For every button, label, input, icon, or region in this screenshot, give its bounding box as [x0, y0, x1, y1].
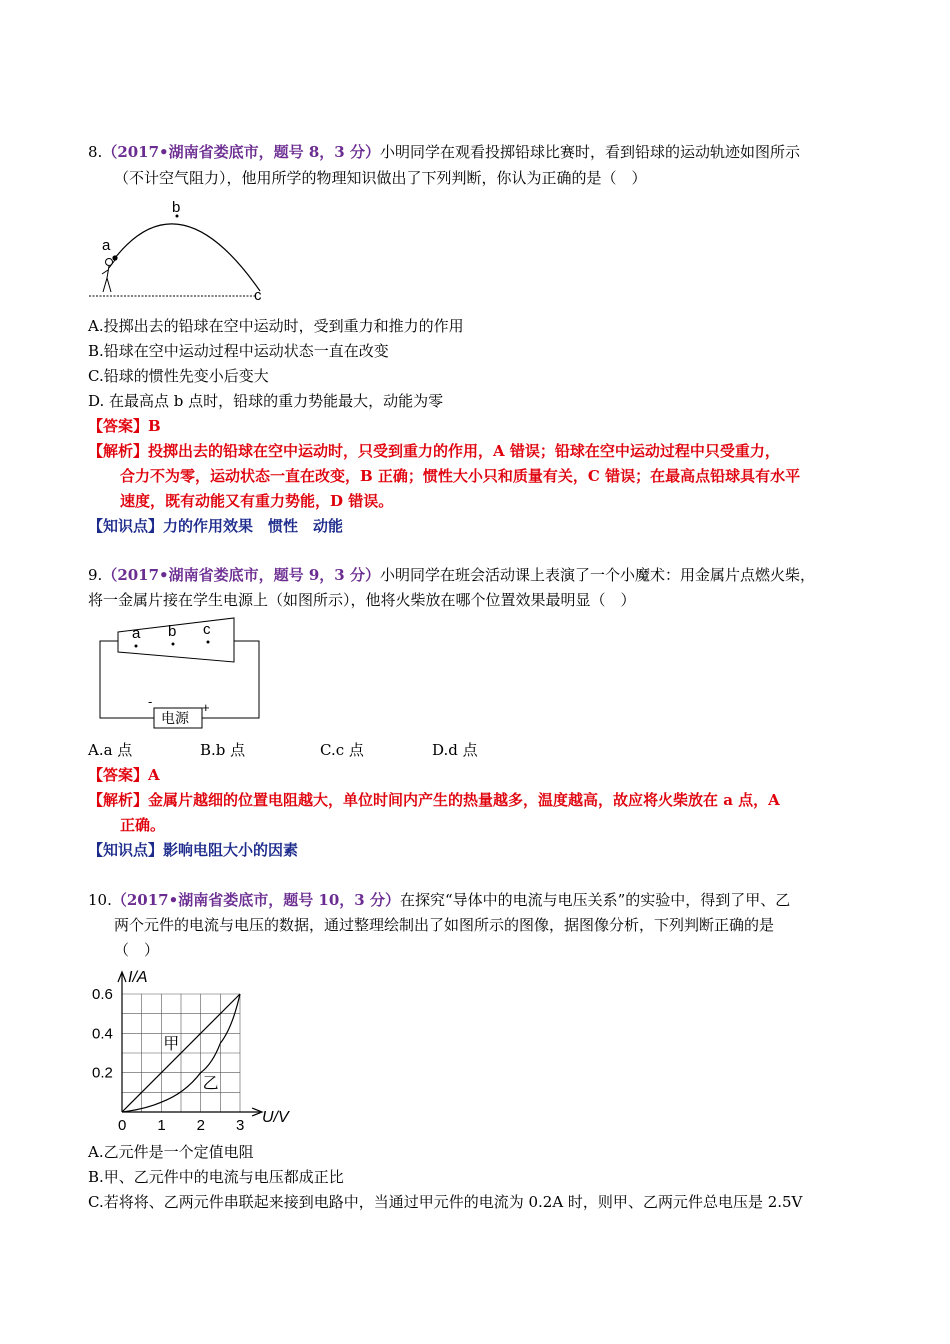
- q9-analysis-line1: [88, 790, 780, 810]
- trajectory-curve: [115, 224, 260, 291]
- q9-analysis-line2: 正确。: [120, 816, 166, 834]
- q8-stem-line2: （不计空气阻力），他用所学的物理知识做出了下列判断，你认为正确的是（ ）: [114, 169, 647, 187]
- q8-label-b: b: [172, 199, 181, 216]
- q8-analysis-line2: 合力不为零，运动状态一直在改变，B 正确；惯性大小只和质量有关，C 错误；在最高点铅球具有水平: [120, 467, 801, 485]
- y-tick-label: 0.2: [92, 1064, 113, 1082]
- q9-label-c: c: [203, 621, 211, 638]
- q10-iv-chart: [88, 966, 308, 1138]
- q9-knowledge: [88, 840, 298, 860]
- q9-number: 9.: [88, 566, 103, 584]
- q9-label-power: 电源: [161, 710, 189, 726]
- q9-knowledge-text: 影响电阻大小的因素: [163, 841, 299, 859]
- q8-trajectory-figure: [85, 196, 275, 304]
- q9-analysis-text1: 金属片越细的位置电阻越大，单位时间内产生的热量越多，温度越高，故应将火柴放在 a 点，A: [148, 791, 780, 809]
- x-tick-label: 0: [118, 1117, 127, 1134]
- q8-number: 8.: [88, 143, 103, 161]
- q9-stem-line2: 将一金属片接在学生电源上（如图所示），他将火柴放在哪个位置效果最明显（ ）: [88, 591, 636, 609]
- q10-option-b: B.甲、乙元件中的电流与电压都成正比: [88, 1168, 344, 1186]
- q9-option-d: D.d 点: [432, 741, 478, 759]
- q9-label-a: a: [132, 625, 141, 642]
- q8-option-a: A.投掷出去的铅球在空中运动时，受到重力和推力的作用: [88, 317, 464, 335]
- q10-number: 10.: [88, 891, 112, 909]
- q8-stem-line1: [88, 142, 800, 162]
- q9-analysis-label: 【解析】: [88, 791, 149, 809]
- q9-label-minus: -: [148, 694, 153, 709]
- q8-knowledge-text: 力的作用效果 惯性 动能: [163, 517, 344, 535]
- q9-answer-value: A: [148, 766, 160, 784]
- chart-labels: [128, 969, 290, 1126]
- y-tick-label: 0.4: [92, 1025, 113, 1043]
- q9-answer-label: 【答案】: [88, 766, 149, 784]
- q8-source: （2017•湖南省娄底市，题号 8，3 分）: [102, 143, 380, 161]
- q9-option-a: A.a 点: [88, 741, 133, 759]
- q8-option-b: B.铅球在空中运动过程中运动状态一直在改变: [88, 342, 389, 360]
- x-axis-label: U/V: [262, 1109, 289, 1126]
- q9-stem-text: 小明同学在班会活动课上表演了一个小魔术：用金属片点燃火柴，: [379, 566, 815, 584]
- q9-option-b: B.b 点: [200, 741, 246, 759]
- q8-answer-value: B: [148, 417, 161, 435]
- q9-option-c: C.c 点: [320, 741, 364, 759]
- q8-stem-text: 小明同学在观看投掷铅球比赛时，看到铅球的运动轨迹如图所示: [379, 143, 800, 161]
- q9-answer: [88, 765, 160, 785]
- q10-option-c: C.若将将、乙两元件串联起来接到电路中，当通过甲元件的电流为 0.2A 时，则甲、乙两元件总电压是 2.5V: [88, 1193, 803, 1211]
- q9-label-plus: +: [202, 700, 210, 715]
- q8-analysis-text1: 投掷出去的铅球在空中运动时，只受到重力的作用，A 错误；铅球在空中运动过程中只受重力，: [148, 442, 780, 460]
- q8-answer: [88, 416, 161, 436]
- q9-label-b: b: [168, 623, 177, 640]
- q9-knowledge-label: 【知识点】: [88, 841, 164, 859]
- series-label-jia: 甲: [163, 1036, 180, 1054]
- y-tick-label: 0.6: [92, 986, 113, 1003]
- series-label-yi: 乙: [202, 1075, 219, 1093]
- x-tick-label: 1: [157, 1117, 166, 1134]
- q8-analysis-line1: [88, 441, 780, 461]
- x-tick-label: 2: [196, 1117, 206, 1134]
- q10-source: （2017•湖南省娄底市，题号 10，3 分）: [111, 891, 400, 909]
- q8-label-a: a: [102, 237, 111, 254]
- q10-stem-line3: （ ）: [114, 941, 160, 959]
- q8-label-c: c: [254, 287, 262, 304]
- q10-option-a: A.乙元件是一个定值电阻: [88, 1143, 254, 1161]
- q8-option-c: C.铅球的惯性先变小后变大: [88, 367, 269, 385]
- q9-circuit-figure: [96, 614, 266, 732]
- q10-stem-line1: [88, 890, 790, 910]
- q10-stem-text: 在探究“导体中的电流与电压关系”的实验中，得到了甲、乙: [399, 891, 791, 909]
- q8-knowledge-label: 【知识点】: [88, 517, 164, 535]
- q8-analysis-line3: 速度，既有动能又有重力势能，D 错误。: [120, 492, 394, 510]
- q9-source: （2017•湖南省娄底市，题号 9，3 分）: [102, 566, 380, 584]
- q8-option-d: D. 在最高点 b 点时，铅球的重力势能最大，动能为零: [88, 392, 444, 410]
- q8-analysis-label: 【解析】: [88, 442, 149, 460]
- q10-stem-line2: 两个元件的电流与电压的数据，通过整理绘制出了如图所示的图像，据图像分析，下列判断正确的是: [114, 916, 775, 934]
- athlete-icon: [102, 259, 115, 293]
- q8-knowledge: [88, 516, 343, 536]
- q9-stem-line1: [88, 565, 815, 585]
- y-axis-label: I/A: [128, 969, 148, 986]
- x-tick-label: 3: [236, 1117, 245, 1134]
- shot-put-ball: [112, 255, 117, 260]
- q8-answer-label: 【答案】: [88, 417, 149, 435]
